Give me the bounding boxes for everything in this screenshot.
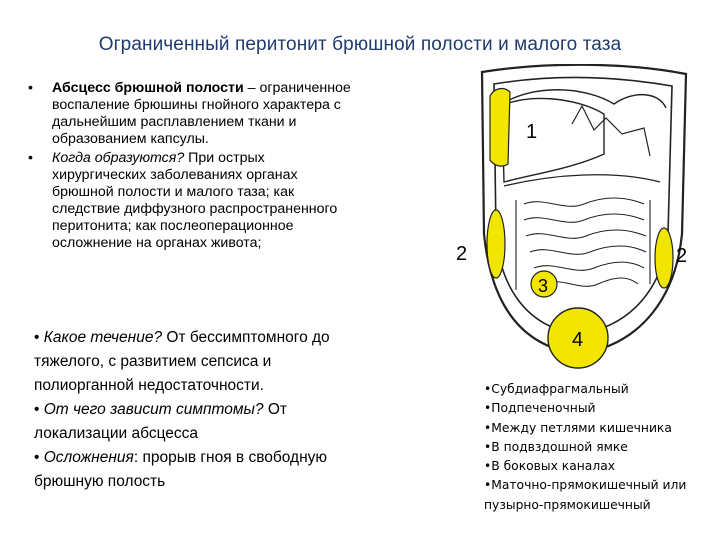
course-answer-start: От бессимптомного до bbox=[162, 329, 330, 346]
label-4: 4 bbox=[572, 329, 584, 351]
definition-line-2: воспаление брюшины гнойного характера с bbox=[52, 97, 341, 113]
top-bullet-list bbox=[24, 80, 424, 254]
bullet-marker: • bbox=[28, 80, 33, 96]
symptoms-line-2: локализации абсцесса bbox=[34, 425, 199, 442]
symptoms-line bbox=[34, 398, 414, 422]
question-symptoms: От чего зависит симптомы? bbox=[43, 401, 264, 418]
course-line-3: полиорганной недостаточности. bbox=[34, 377, 264, 394]
abscess-locations-list bbox=[484, 380, 714, 515]
course-line-2: тяжелого, с развитием сепсиса и bbox=[34, 353, 272, 370]
answer-line-1: При острых bbox=[184, 150, 265, 166]
bullet-when-formed bbox=[24, 150, 424, 252]
bullet-marker: • bbox=[28, 150, 33, 166]
label-3: 3 bbox=[538, 276, 549, 296]
question-course: Какое течение? bbox=[43, 329, 163, 346]
term-abscess: Абсцесс брюшной полости bbox=[52, 80, 244, 96]
location-item: •Между петлями кишечника bbox=[484, 420, 672, 435]
answer-line-5: перитонита; как послеоперационное bbox=[52, 218, 294, 234]
label-1: 1 bbox=[526, 121, 538, 143]
location-item: •Подпеченочный bbox=[484, 401, 596, 416]
slide-title: Ограниченный перитонит брюшной полости и малого таза bbox=[98, 34, 622, 55]
middle-bullet-list bbox=[34, 326, 414, 494]
location-item: пузырно-прямокишечный bbox=[484, 497, 651, 512]
bullet-marker: • bbox=[34, 401, 40, 418]
course-line bbox=[34, 326, 414, 350]
bullet-marker: • bbox=[34, 329, 40, 346]
complications-line-2: брюшную полость bbox=[34, 473, 166, 490]
label-2-right: 2 bbox=[676, 245, 688, 267]
definition-line-3: дальнейшим расплавлением ткани и bbox=[52, 114, 297, 130]
abscess-subdiaphragmatic bbox=[490, 89, 510, 167]
definition-line-1: – ограниченное bbox=[243, 80, 351, 96]
complications-answer-start: : прорыв гноя в свободную bbox=[133, 449, 328, 466]
term-complications: Осложнения bbox=[43, 449, 134, 466]
abscess-right-lateral-canal bbox=[655, 228, 673, 288]
bullet-abscess-definition bbox=[24, 80, 424, 148]
location-item: •Маточно-прямокишечный или bbox=[484, 478, 687, 493]
bullet-marker: • bbox=[34, 449, 40, 466]
label-2-left: 2 bbox=[456, 243, 468, 265]
definition-line-4: образованием капсулы. bbox=[52, 131, 209, 147]
answer-line-2: хирургических заболеваниях органах bbox=[52, 167, 298, 183]
location-item: •В подвздошной ямке bbox=[484, 439, 628, 454]
question-when-formed: Когда образуются? bbox=[52, 150, 185, 166]
symptoms-answer-start: От bbox=[263, 401, 288, 418]
location-item: •В боковых каналах bbox=[484, 459, 616, 474]
answer-line-6: осложнение на органах живота; bbox=[52, 235, 262, 251]
abscess-left-lateral-canal bbox=[487, 210, 505, 278]
location-item: •Субдиафрагмальный bbox=[484, 382, 629, 396]
answer-line-3: брюшной полости и малого таза; как bbox=[52, 184, 295, 200]
abdominal-abscess-diagram bbox=[454, 64, 704, 374]
answer-line-4: следствие диффузного распространенного bbox=[52, 201, 338, 217]
complications-line bbox=[34, 446, 414, 470]
